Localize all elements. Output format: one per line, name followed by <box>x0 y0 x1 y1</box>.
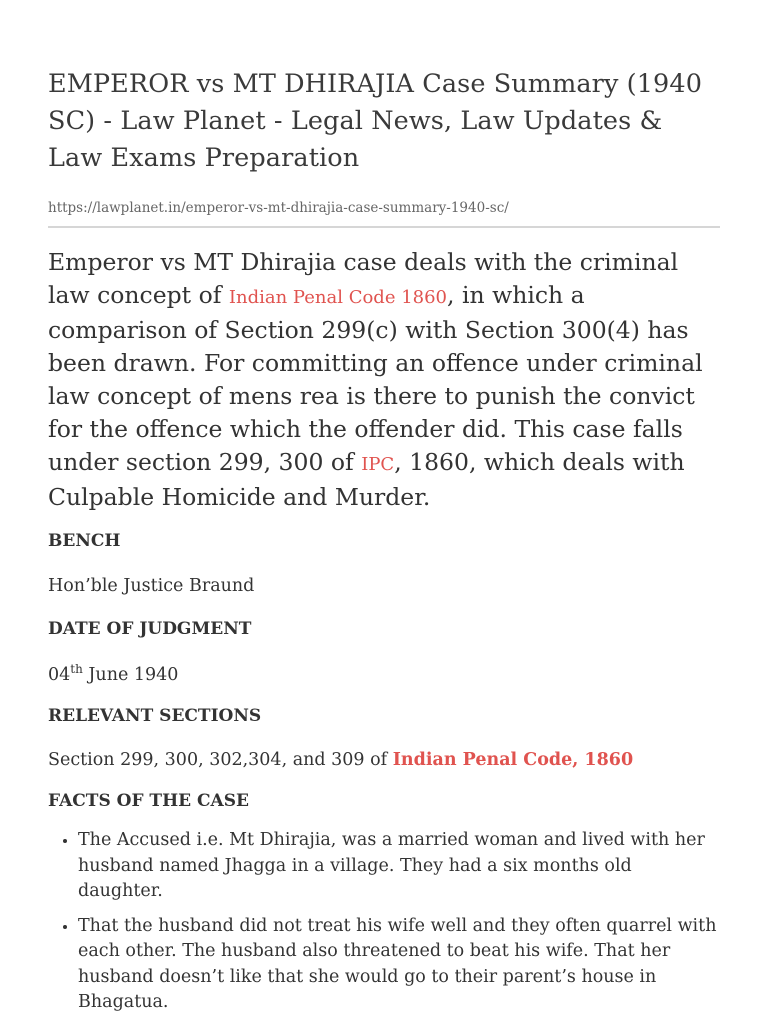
judgment-date <box>48 663 720 687</box>
list-item: • The Accused i.e. Mt Dhirajia, was a married woman and lived with her husband named Jhagga in a village. They had a six months old daughter. <box>78 828 720 905</box>
header-divider <box>48 226 720 228</box>
ipc-1860-link[interactable]: Indian Penal Code 1860 <box>228 287 448 308</box>
date-day: 04 <box>48 665 71 685</box>
facts-list <box>48 828 720 1016</box>
facts-heading: FACTS OF THE CASE <box>48 791 249 811</box>
lead-text-3: , 1860, which deals with Culpable Homicide and Murder. <box>48 448 685 511</box>
bench-text: Hon’ble Justice Braund <box>48 576 255 596</box>
lead-text-1: Emperor vs MT Dhirajia case deals with the criminal law concept of <box>48 248 679 309</box>
list-item: • That the husband did not treat his wife well and they often quarrel with each other. The husband also threatened to beat his wife. That her husband doesn’t like that she would go to their parent’s house in Bhagatua. <box>78 914 720 1016</box>
date-heading: DATE OF JUDGMENT <box>48 619 252 639</box>
date-suffix: th <box>70 662 83 676</box>
lead-text-2: , in which a comparison of Section 299(c) with Section 300(4) has been drawn. For committing an offence under criminal law concept of mens rea is there to punish the convict for the offence which the offender did. This case falls under section 299, 300 of <box>48 281 703 476</box>
lead-paragraph <box>48 246 720 514</box>
bench-heading: BENCH <box>48 531 121 551</box>
date-rest: June 1940 <box>82 665 179 685</box>
sections-list: Section 299, 300, 302,304, and 309 of <box>48 750 393 770</box>
source-url-link[interactable]: https://lawplanet.in/emperor-vs-mt-dhirajia-case-summary-1940-sc/ <box>48 200 509 216</box>
sections-heading: RELEVANT SECTIONS <box>48 706 262 726</box>
ipc-link[interactable]: IPC <box>361 454 395 475</box>
article-title: EMPEROR vs MT DHIRAJIA Case Summary (1940 SC) - Law Planet - Legal News, Law Updates & Law Exams Preparation <box>48 69 703 173</box>
sections-text <box>48 748 720 772</box>
ipc-1860-bold-link[interactable]: Indian Penal Code, 1860 <box>392 750 634 770</box>
